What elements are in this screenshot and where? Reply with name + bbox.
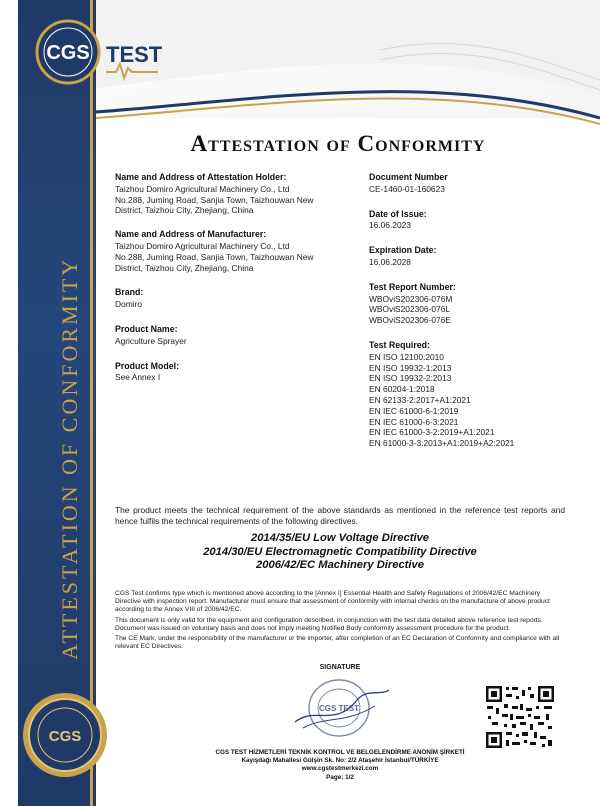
legal-note: This document is only valid for the equipment and configuration described, in conjunction with the test data detailed above reference test reports. Document was issued on voluntary basis and does not imply meeting Notified Body conformity assessment procedure for the product. [115,616,543,632]
document-number-block [369,172,569,195]
manufacturer-line: Taizhou Domiro Agricultural Machinery Co., Ltd [115,240,290,251]
stamp-text: CGS TEST [318,704,360,713]
holder-block [115,172,355,216]
manufacturer-label: Name and Address of Manufacturer: [115,229,267,240]
qr-code[interactable] [484,684,556,750]
holder-line: No.288, Juming Road, Sanjia Town, Taizhouwan New [115,194,314,205]
seal-text: CGS [48,728,82,745]
test-standard: EN 62133-2:2017+A1:2021 [369,394,471,405]
issue-date-label: Date of Issue: [369,208,427,219]
document-number-value: CE-1460-01-160623 [369,183,445,194]
test-standard: EN 60204-1:2018 [369,384,435,395]
gold-seal [20,690,110,780]
footer-website[interactable]: www.cgstestmerkezi.com [301,765,379,773]
sidebar-title: ATTESTATION OF CONFORMITY [57,256,82,660]
test-report-label: Test Report Number: [369,281,456,292]
document-number-label: Document Number [369,172,448,182]
manufacturer-block [115,229,355,273]
logo-monogram: CGS [46,42,90,64]
directives-list [115,532,565,573]
directive-item: 2006/42/EC Machinery Directive [256,559,424,572]
test-report-number: WBOviS202306-076M [369,293,453,304]
test-standard: EN IEC 61000-6-1:2019 [369,405,459,416]
brand-label: Brand: [115,287,144,298]
legal-note: The CE Mark, under the responsibility of the manufacturer or the importer, after completion of an EC Declaration of Conformity and compliance with all relevant EC Directives. [115,635,560,651]
directive-item: 2014/35/EU Low Voltage Directive [250,532,430,544]
product-model-block [115,361,355,384]
left-column [115,172,355,393]
test-report-number: WBOviS202306-076E [369,315,451,326]
test-standard: EN ISO 12100:2010 [369,351,444,362]
footer-page-number: Page: 1/2 [326,773,354,781]
legal-note: CGS Test confirms type which is mentioned above according to the [Annex I] Essential Health and Safety Regulations of 2006/42/EC Machinery Directive with inspection report. Manufacturer must ensure that assessment of conformity with internal checks on the manufacture of above product according to the Annex VIII of 2006/42/EC. [115,590,550,614]
issue-date-block [369,209,569,232]
test-required-label: Test Required: [369,339,430,350]
issue-date-value: 16.06.2023 [369,220,411,231]
cgs-test-logo [34,18,174,88]
legal-notes [115,590,565,653]
holder-line: District, Taizhou City, Zhejiang, China [115,205,254,216]
manufacturer-line: District, Taizhou City, Zhejiang, China [115,262,254,273]
test-standard: EN IEC 61000-6-3:2021 [369,416,459,427]
footer-company: CGS TEST HİZMETLERİ TEKNİK KONTROL VE BELGELENDİRME ANONİM ŞİRKETİ [215,749,465,756]
directive-item: 2014/30/EU Electromagnetic Compatibility Directive [203,545,477,558]
brand-block [115,287,355,310]
manufacturer-line: No.288, Juming Road, Sanjia Town, Taizhouwan New [115,251,314,262]
product-model-value: See Annex I [115,372,161,383]
footer [160,749,520,782]
product-name-label: Product Name: [115,323,178,334]
test-standard: EN ISO 19932-2:2013 [369,373,452,384]
page-title: Attestation of Conformity [190,131,486,156]
holder-line: Taizhou Domiro Agricultural Machinery Co., Ltd [115,183,290,194]
test-standard: EN 61000-3-3:2013+A1:2019+A2:2021 [369,438,515,449]
right-column [369,172,569,459]
logo-brand: TEST [106,42,163,67]
test-report-number: WBOviS202306-076L [369,304,451,315]
expiration-date-block [369,245,569,268]
expiration-date-value: 16.06.2028 [369,256,411,267]
test-standard: EN IEC 61000-3-2:2019+A1:2021 [369,427,495,438]
product-name-value: Agriculture Sprayer [115,335,187,346]
holder-label: Name and Address of Attestation Holder: [115,172,287,182]
expiration-date-label: Expiration Date: [369,245,437,256]
product-name-block [115,324,355,347]
footer-address: Kayışdağı Mahallesi Gülşin Sk. No: 2/2 Ataşehir İstanbul/TÜRKİYE [241,757,439,765]
conformity-statement: The product meets the technical requirement of the above standards as mentioned in the reference test reports and hence fulfils the technical requirements of the following directives. [115,505,565,526]
test-report-block [369,282,569,326]
test-required-block [369,340,569,449]
brand-value: Domiro [115,299,142,310]
product-model-label: Product Model: [115,360,180,371]
sidebar-gold-line [90,0,93,806]
company-stamp [285,676,395,742]
test-standard: EN ISO 19932-1:2013 [369,362,452,373]
signature-label: SIGNATURE [319,664,361,671]
